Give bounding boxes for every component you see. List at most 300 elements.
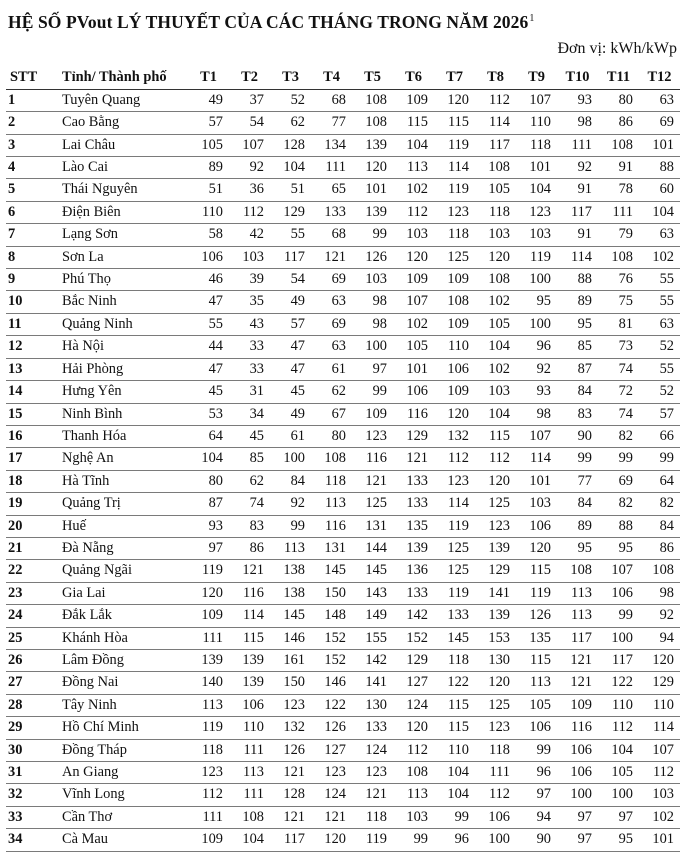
pvout-value: 105	[516, 694, 557, 716]
row-number: 11	[6, 313, 58, 335]
pvout-value: 139	[393, 537, 434, 559]
pvout-value: 139	[229, 649, 270, 671]
row-number: 22	[6, 560, 58, 582]
pvout-value: 103	[393, 224, 434, 246]
pvout-value: 125	[475, 493, 516, 515]
pvout-value: 102	[475, 291, 516, 313]
pvout-value: 61	[311, 358, 352, 380]
pvout-value: 86	[598, 112, 639, 134]
header-row	[6, 65, 680, 90]
pvout-value: 98	[352, 291, 393, 313]
pvout-value: 97	[516, 784, 557, 806]
pvout-value: 111	[229, 784, 270, 806]
pvout-value: 100	[557, 784, 598, 806]
pvout-value: 95	[557, 537, 598, 559]
pvout-value: 113	[516, 672, 557, 694]
pvout-value: 119	[188, 560, 229, 582]
table-row	[6, 649, 680, 671]
table-row	[6, 806, 680, 828]
pvout-value: 55	[188, 313, 229, 335]
pvout-value: 84	[639, 515, 680, 537]
pvout-value: 100	[598, 784, 639, 806]
pvout-value: 150	[270, 672, 311, 694]
province-name: Hà Nội	[58, 336, 188, 358]
pvout-value: 107	[639, 739, 680, 761]
pvout-value: 74	[229, 493, 270, 515]
row-number: 31	[6, 762, 58, 784]
pvout-value: 109	[393, 269, 434, 291]
province-name: Cà Mau	[58, 829, 188, 851]
province-name: Đắk Lắk	[58, 605, 188, 627]
province-name: Gia Lai	[58, 582, 188, 604]
pvout-value: 101	[352, 179, 393, 201]
table-row	[6, 493, 680, 515]
pvout-value: 109	[188, 829, 229, 851]
pvout-value: 104	[434, 762, 475, 784]
pvout-value: 55	[639, 358, 680, 380]
pvout-value: 62	[270, 112, 311, 134]
pvout-value: 141	[475, 582, 516, 604]
pvout-value: 44	[188, 336, 229, 358]
table-row	[6, 605, 680, 627]
pvout-value: 72	[598, 381, 639, 403]
row-number: 33	[6, 806, 58, 828]
row-number: 24	[6, 605, 58, 627]
pvout-value: 142	[352, 649, 393, 671]
province-name: Đà Nẵng	[58, 537, 188, 559]
pvout-value: 132	[270, 717, 311, 739]
pvout-value: 45	[229, 425, 270, 447]
pvout-value: 109	[188, 605, 229, 627]
pvout-value: 51	[188, 179, 229, 201]
table-row	[6, 224, 680, 246]
province-name: Tuyên Quang	[58, 89, 188, 111]
pvout-value: 114	[229, 605, 270, 627]
pvout-value: 94	[516, 806, 557, 828]
pvout-value: 61	[270, 425, 311, 447]
row-number: 15	[6, 403, 58, 425]
pvout-value: 121	[352, 784, 393, 806]
pvout-value: 106	[598, 582, 639, 604]
pvout-value: 126	[352, 246, 393, 268]
pvout-value: 95	[598, 829, 639, 851]
pvout-value: 82	[598, 493, 639, 515]
province-name: Cần Thơ	[58, 806, 188, 828]
table-row	[6, 627, 680, 649]
table-row	[6, 157, 680, 179]
header-province: Tỉnh/ Thành phố	[58, 65, 188, 90]
pvout-value: 155	[352, 627, 393, 649]
pvout-value: 96	[434, 829, 475, 851]
pvout-value: 111	[598, 201, 639, 223]
table-row	[6, 762, 680, 784]
pvout-value: 121	[229, 560, 270, 582]
pvout-value: 75	[598, 291, 639, 313]
pvout-value: 54	[270, 269, 311, 291]
pvout-value: 105	[475, 179, 516, 201]
pvout-value: 101	[516, 157, 557, 179]
pvout-value: 115	[393, 112, 434, 134]
pvout-value: 34	[229, 403, 270, 425]
pvout-value: 130	[352, 694, 393, 716]
document-title	[8, 8, 678, 33]
pvout-value: 98	[352, 313, 393, 335]
row-number: 9	[6, 269, 58, 291]
pvout-value: 103	[639, 784, 680, 806]
row-number: 34	[6, 829, 58, 851]
pvout-value: 110	[434, 739, 475, 761]
pvout-value: 119	[516, 246, 557, 268]
pvout-value: 109	[434, 381, 475, 403]
pvout-value: 108	[434, 291, 475, 313]
pvout-value: 113	[557, 582, 598, 604]
table-row	[6, 89, 680, 111]
pvout-value: 80	[188, 470, 229, 492]
pvout-value: 109	[557, 694, 598, 716]
pvout-value: 46	[188, 269, 229, 291]
pvout-value: 119	[434, 179, 475, 201]
pvout-value: 123	[516, 201, 557, 223]
pvout-value: 127	[393, 672, 434, 694]
pvout-value: 105	[475, 313, 516, 335]
pvout-value: 109	[393, 89, 434, 111]
table-row	[6, 582, 680, 604]
pvout-value: 90	[557, 425, 598, 447]
pvout-value: 125	[434, 537, 475, 559]
pvout-value: 120	[352, 157, 393, 179]
pvout-value: 86	[639, 537, 680, 559]
pvout-table	[6, 65, 680, 852]
pvout-value: 105	[598, 762, 639, 784]
pvout-value: 152	[311, 627, 352, 649]
pvout-value: 98	[639, 582, 680, 604]
pvout-value: 111	[557, 134, 598, 156]
pvout-value: 123	[352, 425, 393, 447]
pvout-value: 63	[639, 89, 680, 111]
pvout-value: 92	[557, 157, 598, 179]
pvout-value: 114	[639, 717, 680, 739]
pvout-value: 106	[434, 358, 475, 380]
pvout-value: 135	[393, 515, 434, 537]
pvout-value: 114	[434, 493, 475, 515]
pvout-value: 49	[270, 291, 311, 313]
pvout-value: 126	[311, 717, 352, 739]
header-month: T12	[639, 65, 680, 90]
pvout-value: 103	[229, 246, 270, 268]
pvout-value: 105	[393, 336, 434, 358]
pvout-value: 120	[475, 246, 516, 268]
pvout-value: 138	[270, 582, 311, 604]
pvout-value: 108	[311, 448, 352, 470]
pvout-value: 84	[557, 381, 598, 403]
pvout-value: 96	[516, 762, 557, 784]
row-number: 13	[6, 358, 58, 380]
pvout-value: 108	[598, 246, 639, 268]
pvout-value: 129	[270, 201, 311, 223]
pvout-value: 139	[352, 201, 393, 223]
row-number: 23	[6, 582, 58, 604]
pvout-value: 92	[229, 157, 270, 179]
pvout-value: 117	[270, 246, 311, 268]
pvout-value: 77	[311, 112, 352, 134]
pvout-value: 68	[311, 89, 352, 111]
pvout-value: 152	[393, 627, 434, 649]
row-number: 1	[6, 89, 58, 111]
pvout-value: 120	[434, 89, 475, 111]
pvout-value: 129	[639, 672, 680, 694]
province-name: Thanh Hóa	[58, 425, 188, 447]
pvout-value: 118	[188, 739, 229, 761]
pvout-value: 104	[188, 448, 229, 470]
pvout-value: 121	[557, 672, 598, 694]
pvout-value: 106	[557, 762, 598, 784]
table-row	[6, 201, 680, 223]
pvout-value: 119	[188, 717, 229, 739]
pvout-value: 94	[639, 627, 680, 649]
table-row	[6, 403, 680, 425]
pvout-value: 109	[434, 313, 475, 335]
pvout-value: 77	[557, 470, 598, 492]
table-row	[6, 672, 680, 694]
pvout-value: 119	[352, 829, 393, 851]
table-row	[6, 739, 680, 761]
pvout-value: 117	[270, 829, 311, 851]
pvout-value: 103	[352, 269, 393, 291]
pvout-value: 141	[352, 672, 393, 694]
row-number: 20	[6, 515, 58, 537]
pvout-value: 113	[188, 694, 229, 716]
pvout-value: 117	[475, 134, 516, 156]
pvout-value: 97	[188, 537, 229, 559]
row-number: 30	[6, 739, 58, 761]
pvout-value: 42	[229, 224, 270, 246]
pvout-value: 149	[352, 605, 393, 627]
pvout-value: 113	[311, 493, 352, 515]
pvout-value: 134	[311, 134, 352, 156]
pvout-value: 116	[393, 403, 434, 425]
pvout-value: 131	[352, 515, 393, 537]
table-row	[6, 358, 680, 380]
pvout-value: 63	[311, 336, 352, 358]
pvout-value: 106	[516, 515, 557, 537]
pvout-value: 148	[311, 605, 352, 627]
table-row	[6, 515, 680, 537]
pvout-value: 100	[516, 269, 557, 291]
table-row	[6, 829, 680, 851]
province-name: Hưng Yên	[58, 381, 188, 403]
pvout-value: 110	[598, 694, 639, 716]
pvout-value: 106	[229, 694, 270, 716]
pvout-value: 64	[188, 425, 229, 447]
pvout-value: 99	[516, 739, 557, 761]
pvout-value: 62	[311, 381, 352, 403]
pvout-value: 119	[434, 582, 475, 604]
pvout-value: 104	[475, 403, 516, 425]
title-footnote-marker: 1	[529, 13, 535, 24]
pvout-value: 66	[639, 425, 680, 447]
row-number: 8	[6, 246, 58, 268]
unit-label: Đơn vị: kWh/kWp	[557, 39, 677, 57]
pvout-value: 129	[393, 649, 434, 671]
pvout-value: 111	[229, 739, 270, 761]
pvout-value: 99	[352, 224, 393, 246]
pvout-value: 85	[229, 448, 270, 470]
province-name: Bắc Ninh	[58, 291, 188, 313]
pvout-value: 112	[639, 762, 680, 784]
pvout-value: 130	[475, 649, 516, 671]
pvout-value: 95	[557, 313, 598, 335]
pvout-value: 95	[598, 537, 639, 559]
province-name: Lạng Sơn	[58, 224, 188, 246]
pvout-value: 108	[639, 560, 680, 582]
row-number: 27	[6, 672, 58, 694]
pvout-value: 69	[311, 269, 352, 291]
pvout-value: 45	[270, 381, 311, 403]
pvout-value: 35	[229, 291, 270, 313]
pvout-value: 123	[311, 762, 352, 784]
province-name: Quảng Ngãi	[58, 560, 188, 582]
pvout-value: 121	[311, 246, 352, 268]
pvout-value: 133	[434, 605, 475, 627]
pvout-value: 37	[229, 89, 270, 111]
pvout-value: 124	[393, 694, 434, 716]
pvout-value: 121	[393, 448, 434, 470]
pvout-value: 63	[639, 313, 680, 335]
pvout-value: 139	[229, 672, 270, 694]
table-row	[6, 246, 680, 268]
pvout-value: 54	[229, 112, 270, 134]
pvout-value: 98	[557, 112, 598, 134]
province-name: Tây Ninh	[58, 694, 188, 716]
pvout-value: 100	[352, 336, 393, 358]
pvout-value: 55	[270, 224, 311, 246]
province-name: Hà Tĩnh	[58, 470, 188, 492]
table-row	[6, 694, 680, 716]
pvout-value: 142	[393, 605, 434, 627]
row-number: 6	[6, 201, 58, 223]
pvout-value: 118	[475, 739, 516, 761]
pvout-value: 116	[352, 448, 393, 470]
pvout-value: 97	[557, 829, 598, 851]
row-number: 16	[6, 425, 58, 447]
pvout-value: 106	[557, 739, 598, 761]
pvout-value: 112	[393, 739, 434, 761]
row-number: 2	[6, 112, 58, 134]
pvout-value: 93	[557, 89, 598, 111]
pvout-value: 110	[229, 717, 270, 739]
pvout-value: 113	[393, 157, 434, 179]
pvout-value: 60	[639, 179, 680, 201]
pvout-value: 62	[229, 470, 270, 492]
pvout-value: 102	[393, 313, 434, 335]
pvout-value: 128	[270, 784, 311, 806]
province-name: Lâm Đồng	[58, 649, 188, 671]
province-name: Sơn La	[58, 246, 188, 268]
pvout-value: 102	[393, 179, 434, 201]
pvout-value: 104	[270, 157, 311, 179]
pvout-value: 123	[434, 470, 475, 492]
table-row	[6, 425, 680, 447]
pvout-value: 82	[598, 425, 639, 447]
pvout-value: 108	[475, 157, 516, 179]
pvout-value: 99	[393, 829, 434, 851]
pvout-value: 91	[598, 157, 639, 179]
pvout-value: 129	[393, 425, 434, 447]
pvout-value: 113	[270, 537, 311, 559]
pvout-value: 103	[516, 224, 557, 246]
pvout-value: 88	[557, 269, 598, 291]
pvout-value: 87	[557, 358, 598, 380]
pvout-value: 106	[393, 381, 434, 403]
province-name: Huế	[58, 515, 188, 537]
pvout-value: 89	[557, 515, 598, 537]
pvout-value: 114	[434, 157, 475, 179]
pvout-value: 139	[475, 537, 516, 559]
pvout-value: 111	[188, 627, 229, 649]
pvout-value: 99	[270, 515, 311, 537]
pvout-value: 97	[557, 806, 598, 828]
row-number: 28	[6, 694, 58, 716]
table-header	[6, 65, 680, 90]
pvout-value: 47	[188, 291, 229, 313]
pvout-value: 89	[188, 157, 229, 179]
pvout-value: 113	[393, 784, 434, 806]
row-number: 5	[6, 179, 58, 201]
pvout-value: 144	[352, 537, 393, 559]
pvout-value: 133	[352, 717, 393, 739]
pvout-value: 101	[516, 470, 557, 492]
pvout-value: 99	[557, 448, 598, 470]
pvout-value: 126	[270, 739, 311, 761]
pvout-value: 55	[639, 269, 680, 291]
pvout-value: 122	[598, 672, 639, 694]
pvout-value: 64	[639, 470, 680, 492]
pvout-value: 121	[270, 762, 311, 784]
table-row	[6, 134, 680, 156]
pvout-value: 108	[475, 269, 516, 291]
pvout-value: 143	[352, 582, 393, 604]
pvout-value: 122	[311, 694, 352, 716]
header-month: T4	[311, 65, 352, 90]
pvout-value: 33	[229, 358, 270, 380]
pvout-value: 133	[393, 493, 434, 515]
pvout-value: 125	[352, 493, 393, 515]
pvout-value: 96	[516, 336, 557, 358]
pvout-value: 99	[639, 448, 680, 470]
table-row	[6, 313, 680, 335]
pvout-value: 93	[188, 515, 229, 537]
pvout-value: 112	[598, 717, 639, 739]
pvout-value: 133	[393, 582, 434, 604]
pvout-value: 123	[270, 694, 311, 716]
province-name: Lai Châu	[58, 134, 188, 156]
pvout-value: 55	[639, 291, 680, 313]
pvout-value: 67	[311, 403, 352, 425]
row-number: 21	[6, 537, 58, 559]
pvout-value: 99	[598, 605, 639, 627]
header-month: T11	[598, 65, 639, 90]
pvout-value: 52	[639, 381, 680, 403]
pvout-value: 63	[639, 224, 680, 246]
pvout-value: 123	[188, 762, 229, 784]
pvout-value: 103	[393, 806, 434, 828]
pvout-value: 131	[311, 537, 352, 559]
pvout-value: 69	[639, 112, 680, 134]
table-row	[6, 179, 680, 201]
pvout-value: 88	[598, 515, 639, 537]
province-name: Phú Thọ	[58, 269, 188, 291]
pvout-value: 103	[475, 224, 516, 246]
